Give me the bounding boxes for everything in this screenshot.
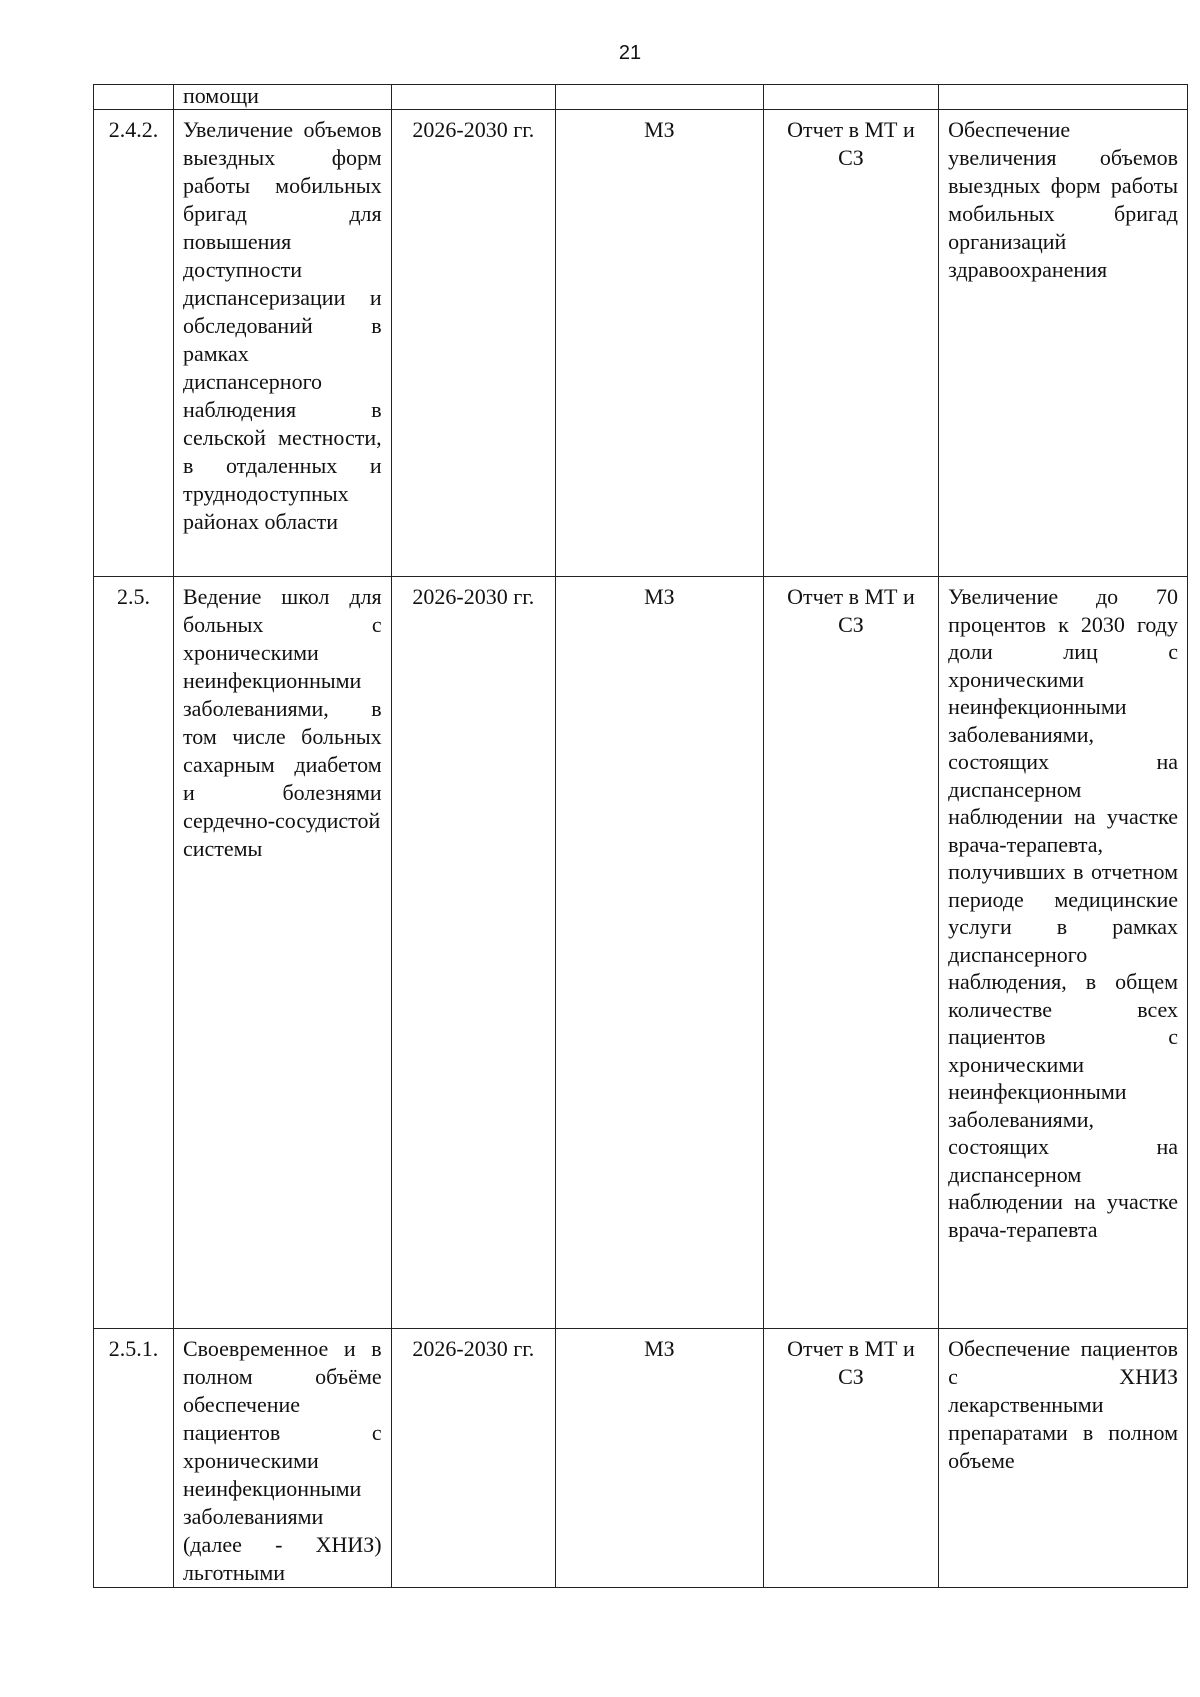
cell-num: 2.4.2. xyxy=(94,110,174,577)
cell-desc: Своевременное и в полном объёме обеспечение пациентов с хроническими неинфекционными заболеваниями (далее - ХНИЗ) льготными xyxy=(173,1329,391,1588)
cell-result: Обеспечение увеличения объемов выездных форм работы мобильных бригад организаций здравоохранения xyxy=(939,110,1188,577)
table-row xyxy=(94,1329,1188,1588)
cell-num: 2.5. xyxy=(94,577,174,1329)
cell-desc: Увеличение объемов выездных форм работы мобильных бригад для повышения доступности диспансеризации и обследований в рамках диспансерного наблюдения в сельской местности, в отдаленных и труднодоступных районах области xyxy=(173,110,391,577)
cell-period: 2026-2030 гг. xyxy=(391,1329,555,1588)
cell-result: Увеличение до 70 процентов к 2030 году доли лиц с хроническими неинфекционными заболеваниями, состоящих на диспансерном наблюдении на участке врача-терапевта, получивших в отчетном периоде медицинские услуги в рамках диспансерного наблюдения, в общем количестве всех пациентов с хроническими неинфекционными заболеваниями, состоящих на диспансерном наблюдении на участке врача-терапевта xyxy=(939,577,1188,1329)
table-row xyxy=(94,110,1188,577)
cell-period: 2026-2030 гг. xyxy=(391,577,555,1329)
cell-report: Отчет в МТ и СЗ xyxy=(763,577,938,1329)
cell-executor: МЗ xyxy=(556,1329,764,1588)
cell-executor: МЗ xyxy=(556,110,764,577)
cell-num: 2.5.1. xyxy=(94,1329,174,1588)
cell-executor xyxy=(556,85,764,110)
table-row xyxy=(94,577,1188,1329)
cell-num xyxy=(94,85,174,110)
cell-desc: Ведение школ для больных с хроническими неинфекционными заболеваниями, в том числе больных сахарным диабетом и болезнями сердечно-сосудистой системы xyxy=(173,577,391,1329)
cell-result xyxy=(939,85,1188,110)
cell-period: 2026-2030 гг. xyxy=(391,110,555,577)
cell-desc: помощи xyxy=(173,85,391,110)
cell-result: Обеспечение пациентов с ХНИЗ лекарственными препаратами в полном объеме xyxy=(939,1329,1188,1588)
page-number: 21 xyxy=(618,42,642,64)
cell-report xyxy=(763,85,938,110)
table-row-continued xyxy=(94,85,1188,110)
cell-executor: МЗ xyxy=(556,577,764,1329)
cell-report: Отчет в МТ и СЗ xyxy=(763,110,938,577)
measures-table xyxy=(93,84,1188,1588)
cell-report: Отчет в МТ и СЗ xyxy=(763,1329,938,1588)
cell-period xyxy=(391,85,555,110)
